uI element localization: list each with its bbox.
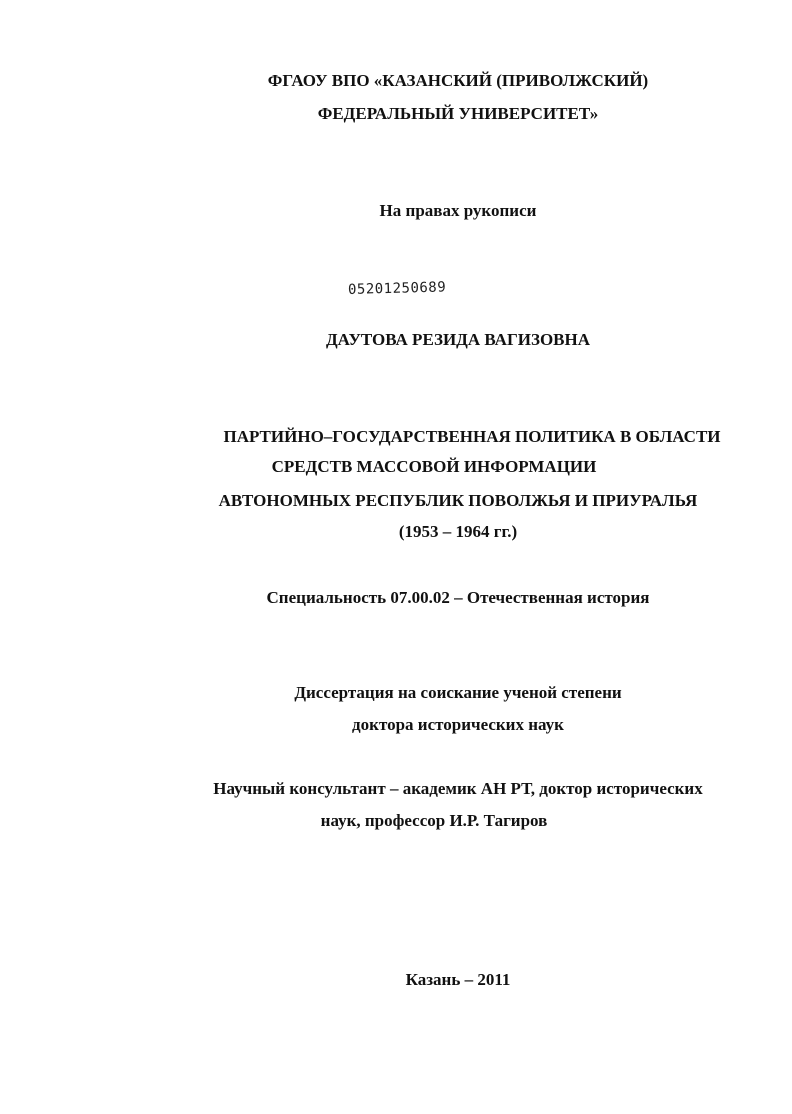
institution-line-1: ФГАОУ ВПО «КАЗАНСКИЙ (ПРИВОЛЖСКИЙ) [267,71,649,90]
dissertation-degree-line-1: Диссертация на соискание ученой степени [294,683,622,702]
thesis-title-line-2: СРЕДСТВ МАССОВОЙ ИНФОРМАЦИИ [271,457,597,476]
city-year: Казань – 2011 [405,970,511,989]
author-name: ДАУТОВА РЕЗИДА ВАГИЗОВНА [325,330,591,349]
consultant-line-1: Научный консультант – академик АН РТ, доктор исторических [213,779,703,798]
specialty: Специальность 07.00.02 – Отечественная история [266,588,650,607]
thesis-title-line-1: ПАРТИЙНО–ГОСУДАРСТВЕННАЯ ПОЛИТИКА В ОБЛАСТИ [223,427,721,446]
manuscript-note: На правах рукописи [379,201,537,220]
institution-line-2: ФЕДЕРАЛЬНЫЙ УНИВЕРСИТЕТ» [317,104,599,123]
registration-number-stamp: 05201250689 [347,279,447,298]
consultant-line-2: наук, профессор И.Р. Тагиров [320,811,548,830]
thesis-title-line-3: АВТОНОМНЫХ РЕСПУБЛИК ПОВОЛЖЬЯ И ПРИУРАЛЬЯ [218,491,698,510]
dissertation-degree-line-2: доктора исторических наук [352,715,564,734]
thesis-title-years: (1953 – 1964 гг.) [398,522,518,541]
